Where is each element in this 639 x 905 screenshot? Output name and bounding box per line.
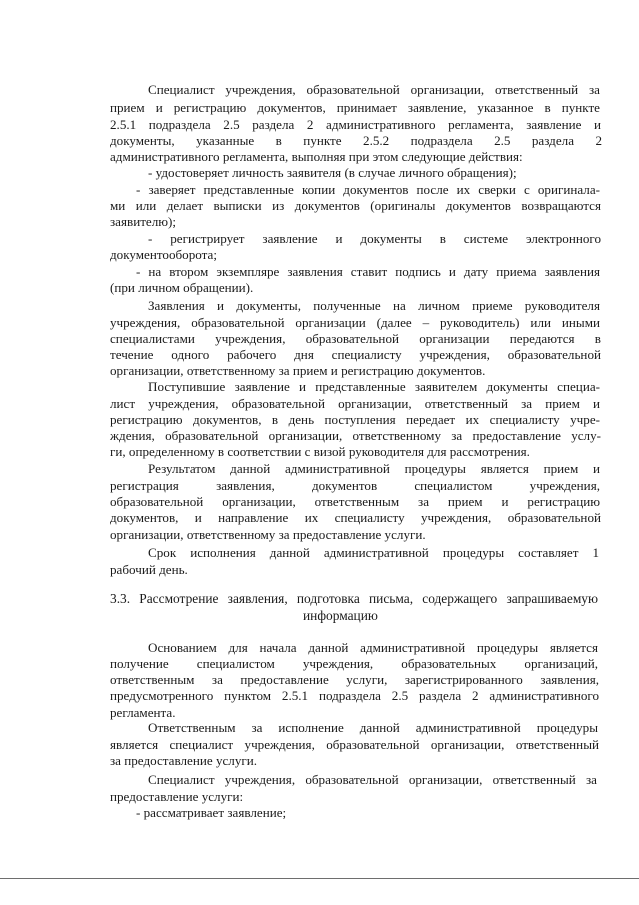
page-bottom-rule	[0, 878, 639, 879]
text-line: Результатом данной административной процедуры является прием и	[148, 461, 600, 476]
text-line: ответственным за предоставление услуги, зарегистрированного заявления,	[110, 672, 599, 687]
text-line: Поступившие заявление и представленные заявителем документы специа-	[148, 379, 600, 394]
text-line: административного регламента, выполняя при этом следующие действия:	[110, 149, 523, 164]
text-line: - на втором экземпляре заявления ставит подпись и дату приема заявления	[136, 264, 600, 279]
text-line: документы, указанные в пункте 2.5.2 подраздела 2.5 раздела 2	[110, 133, 602, 148]
section-heading-line: 3.3. Рассмотрение заявления, подготовка письма, содержащего запрашиваемую	[110, 591, 598, 606]
text-line: (при личном обращении).	[110, 280, 254, 295]
text-line: за предоставление услуги.	[110, 753, 258, 768]
text-line: специалистами учреждения, образовательной организации передаются в	[110, 331, 601, 346]
text-line: ми или делает выписки из документов (оригиналы документов возвращаются	[110, 198, 601, 213]
text-line: ги, определенному в соответствии с визой руководителя для рассмотрения.	[110, 444, 530, 459]
text-line: является специалист учреждения, образовательной организации, ответственный	[110, 737, 599, 752]
text-line: предусмотренного пунктом 2.5.1 подраздела 2.5 раздела 2 административного	[110, 688, 599, 703]
text-line: - удостоверяет личность заявителя (в случае личного обращения);	[148, 165, 517, 180]
text-line: документов, и направление их специалисту учреждения, образовательной	[110, 510, 601, 525]
text-line: прием и регистрацию документов, принимает заявление, указанное в пункте	[110, 100, 600, 115]
section-heading-line: информацию	[303, 608, 378, 623]
text-line: ждения, образовательной организации, ответственному за предоставление услу-	[110, 428, 601, 443]
text-line: заявителю);	[110, 214, 177, 229]
text-line: Специалист учреждения, образовательной организации, ответственный за	[148, 82, 600, 97]
text-line: Срок исполнения данной административной процедуры составляет 1	[148, 545, 599, 560]
text-line: Ответственным за исполнение данной административной процедуры	[148, 720, 598, 735]
text-line: регистрацию документов, в день поступления передает их специалисту учре-	[110, 412, 600, 427]
text-line: предоставление услуги:	[110, 789, 244, 804]
text-line: течение одного рабочего дня специалисту учреждения, образовательной	[110, 347, 601, 362]
text-line: - регистрирует заявление и документы в системе электронного	[148, 231, 601, 246]
text-line: получение специалистом учреждения, образовательных организаций,	[110, 656, 598, 671]
text-line: регламента.	[110, 705, 176, 720]
text-line: Основанием для начала данной административной процедуры является	[148, 640, 598, 655]
text-line: - рассматривает заявление;	[136, 805, 287, 820]
text-line: лист учреждения, образовательной организации, ответственный за прием и	[110, 396, 600, 411]
text-line: образовательной организации, ответственным за прием и регистрацию	[110, 494, 600, 509]
text-line: документооборота;	[110, 247, 217, 262]
text-line: учреждения, образовательной организации (далее – руководитель) или иными	[110, 315, 600, 330]
text-line: Заявления и документы, полученные на личном приеме руководителя	[148, 298, 600, 313]
text-line: регистрация заявления, документов специалистом учреждения,	[110, 478, 600, 493]
text-line: - заверяет представленные копии документов после их сверки с оригинала-	[136, 182, 600, 197]
text-line: организации, ответственному за предоставление услуги.	[110, 527, 426, 542]
text-line: 2.5.1 подраздела 2.5 раздела 2 административного регламента, заявление и	[110, 117, 601, 132]
text-line: организации, ответственному за прием и регистрацию документов.	[110, 363, 486, 378]
text-line: Специалист учреждения, образовательной организации, ответственный за	[148, 772, 597, 787]
text-line: рабочий день.	[110, 562, 188, 577]
